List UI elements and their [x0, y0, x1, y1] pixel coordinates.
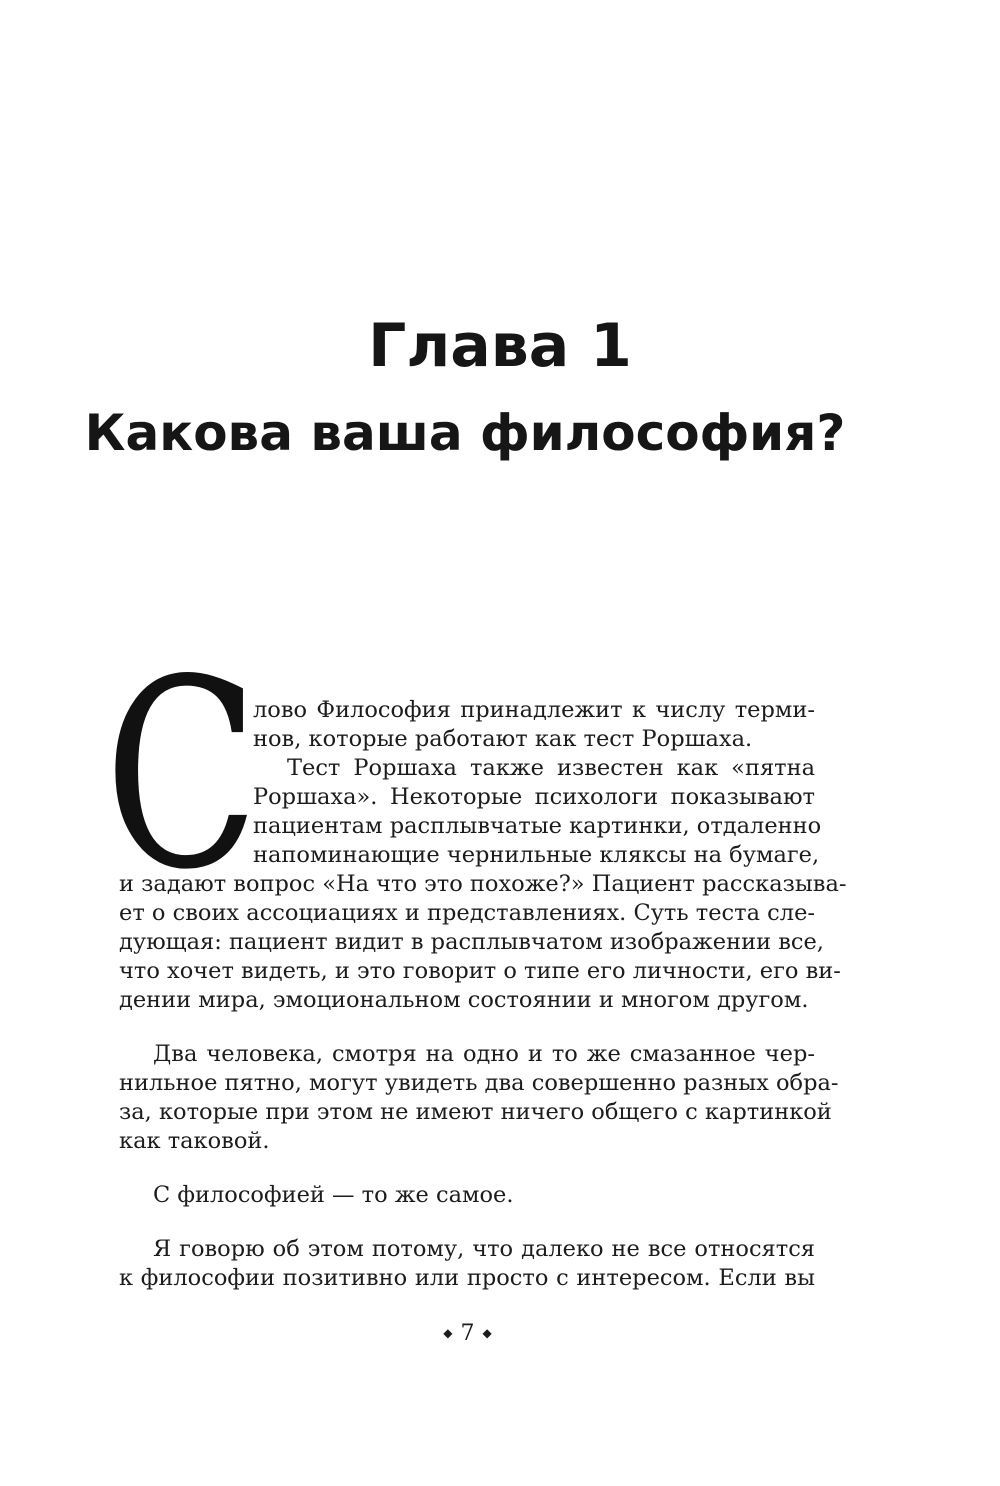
paragraph-5 — [119, 1235, 815, 1293]
chapter-title: Какова ваша философия? — [84, 404, 846, 462]
text-line: лово Философия принадлежит к числу терми- — [253, 697, 815, 723]
body-text — [119, 696, 847, 1293]
text-line: Я говорю об этом потому, что далеко не все относятся — [153, 1236, 815, 1262]
text-line: ет о своих ассоциациях и представлениях. Суть теста сле- — [119, 900, 815, 926]
ornament-left-icon: ◆ — [443, 1326, 453, 1340]
page-footer — [0, 1318, 935, 1349]
text-line: Роршаха». Некоторые психологи показывают — [253, 784, 815, 810]
page-number: 7 — [460, 1321, 475, 1346]
paragraph-4 — [119, 1181, 815, 1210]
text-line: Два человека, смотря на одно и то же смазанное чер- — [153, 1041, 815, 1067]
text-line: нов, которые работают как тест Роршаха. — [253, 726, 753, 752]
text-line: за, которые при этом не имеют ничего общего с картинкой — [119, 1099, 832, 1125]
text-line: Тест Роршаха также известен как «пятна — [287, 755, 815, 781]
paragraph-1 — [119, 696, 815, 754]
text-line: и задают вопрос «На что это похоже?» Пациент рассказыва- — [119, 871, 847, 897]
text-line: С философией — то же самое. — [153, 1182, 514, 1208]
text-line: нильное пятно, могут увидеть два совершенно разных обра- — [119, 1070, 839, 1096]
text-line: напоминающие чернильные кляксы на бумаге, — [253, 842, 820, 868]
text-line: что хочет видеть, и это говорит о типе его личности, его ви- — [119, 958, 841, 984]
paragraph-2 — [119, 754, 847, 1015]
text-line: дующая: пациент видит в расплывчатом изображении все, — [119, 929, 824, 955]
paragraph-3 — [119, 1040, 839, 1156]
drop-cap: С — [104, 625, 260, 927]
text-line: дении мира, эмоциональном состоянии и многом другом. — [119, 987, 809, 1013]
ornament-right-icon: ◆ — [482, 1326, 492, 1340]
text-line: пациентам расплывчатые картинки, отдаленно — [253, 813, 822, 839]
chapter-number: Глава 1 — [368, 311, 632, 381]
text-line: к философии позитивно или просто с интересом. Если вы — [119, 1265, 815, 1291]
text-line: как таковой. — [119, 1128, 270, 1154]
